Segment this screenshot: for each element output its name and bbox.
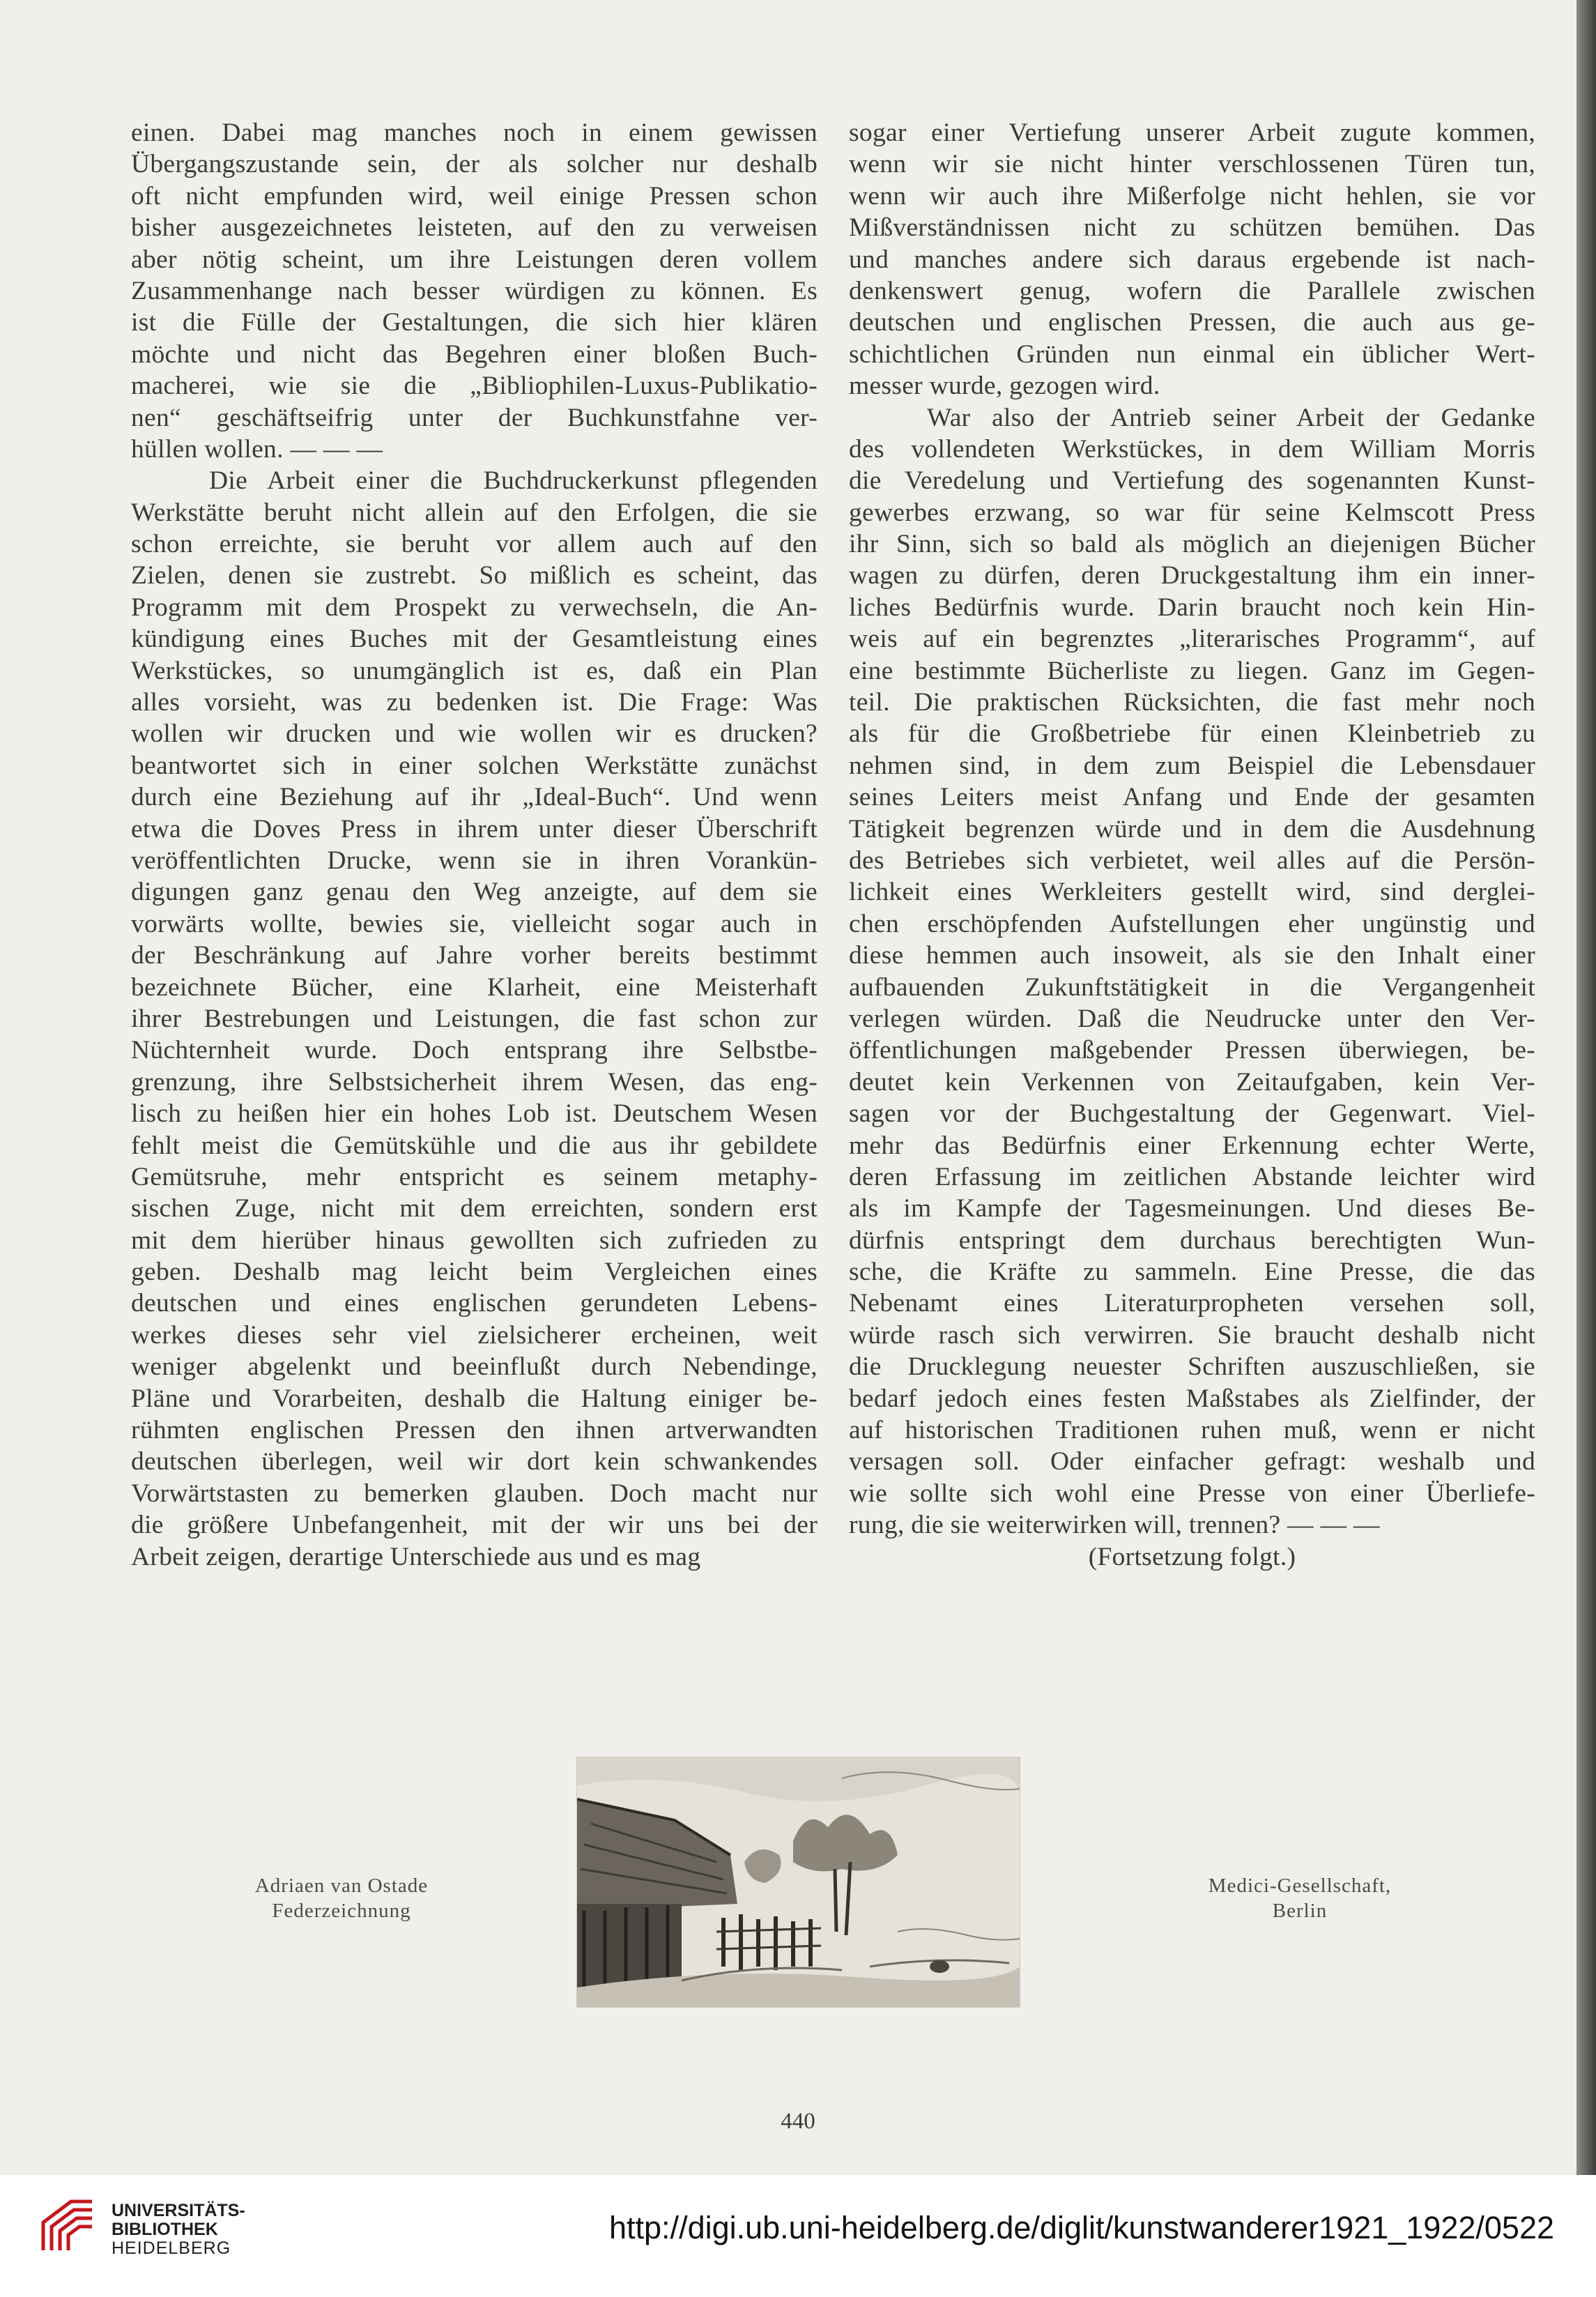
text-line: als für die Großbetriebe für einen Kleinbetrieb zu [849,719,1535,749]
text-line: die größere Unbefangenheit, mit der wir uns bei der [131,1511,818,1540]
library-name-line-3: HEIDELBERG [112,2238,231,2258]
digitization-footer [0,2175,1596,2297]
caption-technique: Federzeichnung [272,1900,411,1922]
text-line: nen“ geschäftseifrig unter der Buchkunstfahne ver- [131,403,818,432]
text-line: würde rasch sich verwirren. Sie braucht deshalb nicht [849,1320,1535,1350]
text-line: mehr das Bedürfnis einer Erkennung echter Werte, [849,1131,1535,1160]
text-line: Die Arbeit einer die Buchdruckerkunst pflegenden [209,466,818,496]
caption-publisher-city: Berlin [1272,1900,1328,1922]
landscape-drawing [577,1757,1020,2007]
text-line: deutschen und englischen Pressen, die auch aus ge- [849,308,1535,337]
text-line: weniger abgelenkt und beeinflußt durch Nebendinge, [131,1352,818,1382]
text-line: denkenswert genug, wofern die Parallele zwischen [849,276,1535,305]
text-line: deutet kein Verkennen von Zeitaufgaben, kein Ver- [849,1067,1535,1097]
text-line: Vorwärtstasten zu bemerken glauben. Doch macht nur [131,1479,818,1508]
text-line: Mißverständnissen nicht zu schützen bemühen. Das [849,213,1535,243]
text-line: als im Kampfe der Tagesmeinungen. Und dieses Be- [849,1194,1535,1223]
right-text-column [849,117,1535,1573]
text-line: etwa die Doves Press in ihrem unter dieser Überschrift [131,814,818,844]
text-line: eine bestimmte Bücherliste zu liegen. Ganz im Gegen- [849,656,1535,685]
text-line: sagen vor der Buchgestaltung der Gegenwart. Viel- [849,1099,1535,1129]
text-line: verlegen würden. Daß die Neudrucke unter den Ver- [849,1004,1535,1033]
text-line: ihrer Bestrebungen und Leistungen, die fast schon zur [131,1004,818,1033]
library-name-line-2: BIBLIOTHEK [112,2220,218,2239]
text-line: dürfnis entspringt dem durchaus berechtigten Wun- [849,1226,1535,1255]
text-line: deutschen und eines englischen gerundeten Lebens- [131,1289,818,1318]
text-line: macherei, wie sie die „Bibliophilen-Luxus-Publikatio- [131,372,818,401]
text-line: beantwortet sich in einer solchen Werkstätte zunächst [131,751,818,780]
text-line: teil. Die praktischen Rücksichten, die fast mehr noch [849,688,1535,717]
text-line: des Betriebes sich verbietet, weil alles auf die Persön- [849,846,1535,875]
text-line: chen erschöpfenden Aufstellungen eher ungünstig und [849,909,1535,938]
text-line: wagen zu dürfen, deren Druckgestaltung ihm ein inner- [849,561,1535,590]
text-line: auf historischen Traditionen ruhen muß, wenn er nicht [849,1416,1535,1445]
text-line: ihr Sinn, sich so bald als möglich an diejenigen Bücher [849,530,1535,559]
text-line: fehlt meist die Gemütskühle und die aus ihr gebildete [131,1131,818,1160]
text-line: durch eine Beziehung auf ihr „Ideal-Buch“. Und wenn [131,783,818,812]
text-line: Zielen, denen sie zustrebt. So mißlich es scheint, das [131,561,818,590]
text-line: oft nicht empfunden wird, weil einige Pressen schon [131,181,818,211]
text-line: lichkeit eines Werkleiters gestellt wird, sind derglei- [849,878,1535,907]
text-line: Arbeit zeigen, derartige Unterschiede aus und es mag [131,1542,701,1571]
text-line: lisch zu heißen hier ein hohes Lob ist. Deutschem Wesen [131,1099,818,1129]
source-url-link[interactable]: http://digi.ub.uni-heidelberg.de/diglit/kunstwanderer1921_1922/0522 [609,2210,1554,2245]
text-line: bedarf jedoch eines festen Maßstabes als Zielfinder, der [849,1384,1535,1413]
text-line: ist die Fülle der Gestaltungen, die sich hier klären [131,308,818,337]
caption-publisher-name: Medici-Gesellschaft, [1208,1875,1392,1897]
text-line: wie sollte sich wohl eine Presse von einer Überliefe- [849,1479,1535,1508]
text-line: Übergangszustande sein, der als solcher nur deshalb [131,150,818,179]
text-line: aufbauenden Zukunftstätigkeit in die Vergangenheit [849,972,1535,1002]
text-line: Werkstätte beruht nicht allein auf den Erfolgen, die sie [131,498,818,527]
text-line: bezeichnete Bücher, eine Klarheit, eine Meisterhaft [131,972,818,1002]
text-line: öffentlichungen maßgebender Pressen überwiegen, be- [849,1036,1535,1065]
text-line: wollen wir drucken und wie wollen wir es drucken? [131,719,818,749]
text-line: Zusammenhange nach besser würdigen zu können. Es [131,276,818,305]
text-line: deutschen überlegen, weil wir dort kein schwankendes [131,1447,818,1476]
text-line: mit dem hierüber hinaus gewollten sich zufrieden zu [131,1226,818,1255]
text-line: sche, die Kräfte zu sammeln. Eine Presse, die das [849,1258,1535,1287]
text-line: schichtlichen Gründen nun einmal ein üblicher Wert- [849,339,1535,369]
text-line: des vollendeten Werkstückes, in dem William Morris [849,434,1535,464]
text-line: vorwärts wollte, bewies sie, vielleicht sogar auch in [131,909,818,938]
text-line: hüllen wollen. — — — [131,434,383,464]
text-line: messer wurde, gezogen wird. [849,372,1160,401]
text-line: rühmten englischen Pressen den ihnen artverwandten [131,1416,818,1445]
text-line: (Fortsetzung folgt.) [1088,1542,1296,1571]
library-name [112,2201,245,2258]
text-line: und manches andere sich daraus ergebende ist nach- [849,245,1535,274]
text-line: Gemütsruhe, mehr entspricht es seinem metaphy- [131,1162,818,1191]
text-line: kündigung eines Buches mit der Gesamtleistung eines [131,625,818,654]
text-line: wenn wir sie nicht hinter verschlossenen Türen tun, [849,150,1535,179]
text-line: deren Erfassung im zeitlichen Abstande leichter wird [849,1162,1535,1191]
page-edge-shadow [1576,0,1596,2175]
text-line: diese hemmen auch insoweit, als sie den Inhalt einer [849,941,1535,970]
text-line: Werkstückes, so unumgänglich ist es, daß ein Plan [131,656,818,685]
text-line: sischen Zuge, nicht mit dem erreichten, sondern erst [131,1194,818,1223]
text-line: werkes dieses sehr viel zielsicherer ercheinen, weit [131,1320,818,1350]
text-line: gewerbes erzwang, so war für seine Kelmscott Press [849,498,1535,527]
caption-artist-name: Adriaen van Ostade [254,1875,429,1897]
text-line: digungen ganz genau den Weg anzeigte, auf dem sie [131,878,818,907]
text-line: die Drucklegung neuester Schriften auszuschließen, sie [849,1352,1535,1382]
text-line: geben. Deshalb mag leicht beim Vergleichen eines [131,1258,818,1287]
text-line: sogar einer Vertiefung unserer Arbeit zugute kommen, [849,119,1535,147]
text-line: Nüchternheit wurde. Doch entsprang ihre Selbstbe- [131,1036,818,1065]
text-line: grenzung, ihre Selbstsicherheit ihrem Wesen, das eng- [131,1067,818,1097]
text-line: liches Bedürfnis wurde. Darin braucht noch kein Hin- [849,593,1535,622]
library-logo-icon [36,2195,99,2257]
text-line: der Beschränkung auf Jahre vorher bereits bestimmt [131,941,818,970]
library-name-line-1: UNIVERSITÄTS- [112,2201,245,2220]
text-line: weis auf ein begrenztes „literarisches Programm“, auf [849,625,1535,654]
text-line: nehmen sind, in dem zum Beispiel die Lebensdauer [849,751,1535,780]
caption-artist [167,1873,516,1923]
text-line: versagen soll. Oder einfacher gefragt: weshalb und [849,1447,1535,1476]
text-line: einen. Dabei mag manches noch in einem gewissen [131,119,818,147]
text-line: bisher ausgezeichnetes leisteten, auf den zu verweisen [131,213,818,243]
text-line: aber nötig scheint, um ihre Leistungen deren vollem [131,245,818,274]
text-line: seines Leiters meist Anfang und Ende der gesamten [849,783,1535,812]
text-line: wenn wir auch ihre Mißerfolge nicht hehlen, sie vor [849,181,1535,211]
text-line: die Veredelung und Vertiefung des sogenannten Kunst- [849,466,1535,496]
text-line: Nebenamt eines Literaturpropheten versehen soll, [849,1289,1535,1318]
text-line: rung, die sie weiterwirken will, trennen? — — — [849,1511,1380,1540]
pen-drawing-illustration [576,1757,1020,2008]
text-line: möchte und nicht das Begehren einer bloßen Buch- [131,339,818,369]
caption-publisher [1150,1873,1450,1923]
text-line: schon erreichte, sie beruht vor allem auch auf den [131,530,818,559]
left-text-column [131,117,818,1573]
text-line: alles vorsieht, was zu bedenken ist. Die Frage: Was [131,688,818,717]
text-line: veröffentlichten Drucke, wenn sie in ihren Vorankün- [131,846,818,875]
text-line: Tätigkeit begrenzen würde und in dem die Ausdehnung [849,814,1535,844]
text-line: War also der Antrieb seiner Arbeit der Gedanke [927,403,1535,432]
text-line: Pläne und Vorarbeiten, deshalb die Haltung einiger be- [131,1384,818,1413]
page-number: 440 [781,2109,815,2134]
text-line: Programm mit dem Prospekt zu verwechseln, die An- [131,593,818,622]
